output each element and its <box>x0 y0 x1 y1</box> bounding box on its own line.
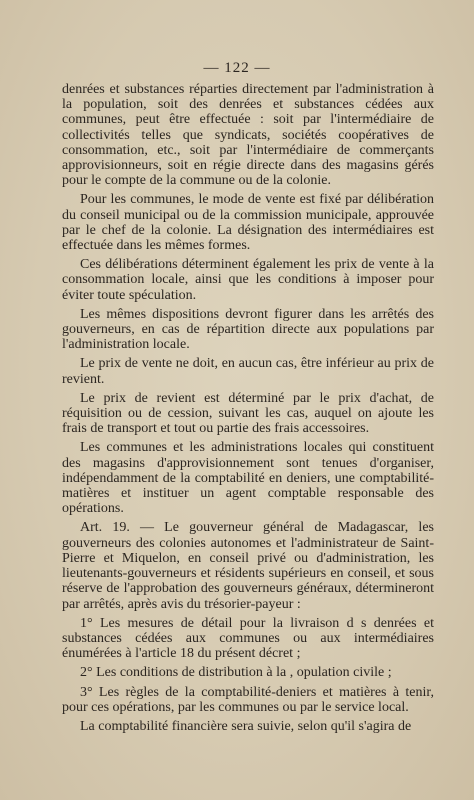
paragraph-prix-de-vente: Le prix de vente ne doit, en aucun cas, être inférieur au prix de revient. <box>62 356 434 387</box>
list-item-2: 2° Les conditions de distribution à la , opulation civile ; <box>80 665 392 681</box>
paragraph-continuation: denrées et substances réparties directement par l'administration à la population, soit des denrées et substances cédées aux communes, peut être effectuée : soit par l'intermédiaire de collectivités telles que syndicats, sociétés coopératives de consommation, etc., soit par l'intermédiaire de commerçants approvisionneurs, soit en régie directe dans des magasins gérés pour le compte de la commune ou de la colonie. <box>62 82 434 189</box>
paragraph-communes-mode-de-vente: Pour les communes, le mode de vente est fixé par délibération du conseil municipal ou de la commission municipale, approuvée par le chef de la colonie. La désignation des intermédiaires est effectuée dans les mêmes formes. <box>62 192 434 254</box>
paragraph-deliberations: Ces délibérations déterminent également les prix de vente à la consommation locale, ainsi que les conditions à imposer pour éviter toute spéculation. <box>62 257 434 303</box>
paragraph-memes-dispositions: Les mêmes dispositions devront figurer dans les arrêtés des gouverneurs, en cas de répartition directe aux populations par l'administration locale. <box>62 306 434 353</box>
list-item-1: 1° Les mesures de détail pour la livraison d s denrées et substances cédées aux communes ou aux intermédiaires énumérées à l'article 18 du présent décret ; <box>62 615 434 662</box>
body-text <box>62 82 434 738</box>
paragraph-prix-de-revient: Le prix de revient est déterminé par le prix d'achat, de réquisition ou de cession, suivant les cas, auquel on ajoute les frais de transport et tout ou partie des frais accessoires. <box>62 390 434 437</box>
paragraph-magasins-approvisionnement: Les communes et les administrations locales qui constituent des magasins d'approvisionnement sont tenues d'organiser, indépendamment de la comptabilité en deniers, une comptabilité-matières et instituer un agent comptable responsable des opérations. <box>62 440 434 517</box>
paragraph-comptabilite-financiere: La comptabilité financière sera suivie, selon qu'il s'agira de <box>80 718 412 734</box>
list-item-3: 3° Les règles de la comptabilité-deniers et matières à tenir, pour ces opérations, par les communes ou par le service local. <box>62 684 434 715</box>
paragraph-article-19: Art. 19. — Le gouverneur général de Madagascar, les gouverneurs des colonies autonomes et l'administrateur de Saint-Pierre et Miquelon, en conseil privé ou d'administration, les lieutenants-gouverneurs et résidents supérieurs en conseil, et sous réserve de l'approbation des gouverneurs généraux, détermineront par arrêtés, après avis du trésorier-payeur : <box>62 520 434 612</box>
page-number: — 122 — <box>203 60 271 76</box>
